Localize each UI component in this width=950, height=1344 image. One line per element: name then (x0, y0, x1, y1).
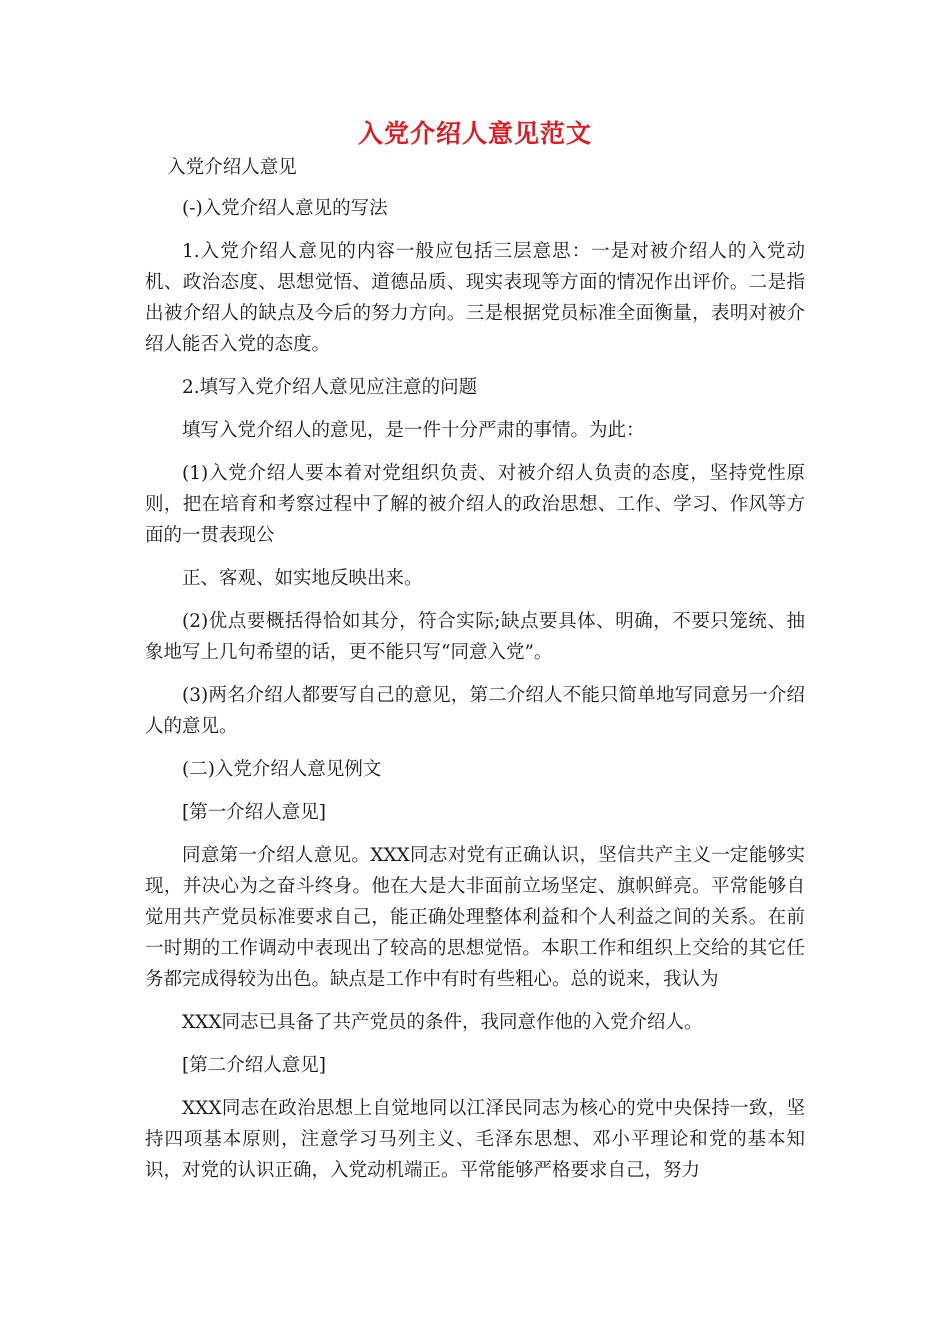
paragraph: XXX同志已具备了共产党员的条件，我同意作他的入党介绍人。 (182, 1012, 703, 1033)
paragraph: 正、客观、如实地反映出来。 (182, 568, 423, 589)
document-body (145, 152, 805, 1198)
paragraph: 1.入党介绍人意见的内容一般应包括三层意思：一是对被介绍人的入党动机、政治态度、思想觉悟、道德品质、现实表现等方面的情况作出评价。二是指出被介绍人的缺点及今后的努力方向。三是根据党员标准全面衡量，表明对被介绍人能否入党的态度。 (145, 241, 805, 355)
paragraph: (1)入党介绍人要本着对党组织负责、对被介绍人负责的态度，坚持党性原则，把在培育和考察过程中了解的被介绍人的政治思想、工作、学习、作风等方面的一贯表现公 (145, 463, 805, 546)
paragraph: (3)两名介绍人都要写自己的意见，第二介绍人不能只简单地写同意另一介绍人的意见。 (145, 685, 805, 737)
paragraph: 填写入党介绍人的意见，是一件十分严肃的事情。为此： (182, 420, 645, 441)
subsection-heading: 2.填写入党介绍人意见应注意的问题 (182, 377, 478, 398)
paragraph: 同意第一介绍人意见。XXX同志对党有正确认识，坚信共产主义一定能够实现，并决心为之奋斗终身。他在大是大非面前立场坚定、旗帜鲜亮。平常能够自觉用共产党员标准要求自己，能正确处理整体利益和个人利益之间的关系。在前一时期的工作调动中表现出了较高的思想觉悟。本职工作和组织上交给的其它任务都完成得较为出色。缺点是工作中有时有些粗心。总的说来，我认为 (145, 845, 805, 990)
opinion-heading: [第一介绍人意见] (182, 802, 326, 823)
opinion-heading: [第二介绍人意见] (182, 1055, 326, 1076)
document-title: 入党介绍人意见范文 (357, 119, 592, 148)
section-heading: 入党介绍人意见 (167, 157, 297, 178)
subsection-heading: (-)入党介绍人意见的写法 (182, 198, 388, 219)
paragraph: (2)优点要概括得恰如其分，符合实际;缺点要具体、明确，不要只笼统、抽象地写上几句希望的话，更不能只写“同意入党”。 (145, 611, 805, 663)
paragraph: XXX同志在政治思想上自觉地同以江泽民同志为核心的党中央保持一致，坚持四项基本原则，注意学习马列主义、毛泽东思想、邓小平理论和党的基本知识，对党的认识正确，入党动机端正。平常能够严格要求自己，努力 (145, 1098, 805, 1181)
subsection-heading: (二)入党介绍人意见例文 (182, 759, 382, 780)
